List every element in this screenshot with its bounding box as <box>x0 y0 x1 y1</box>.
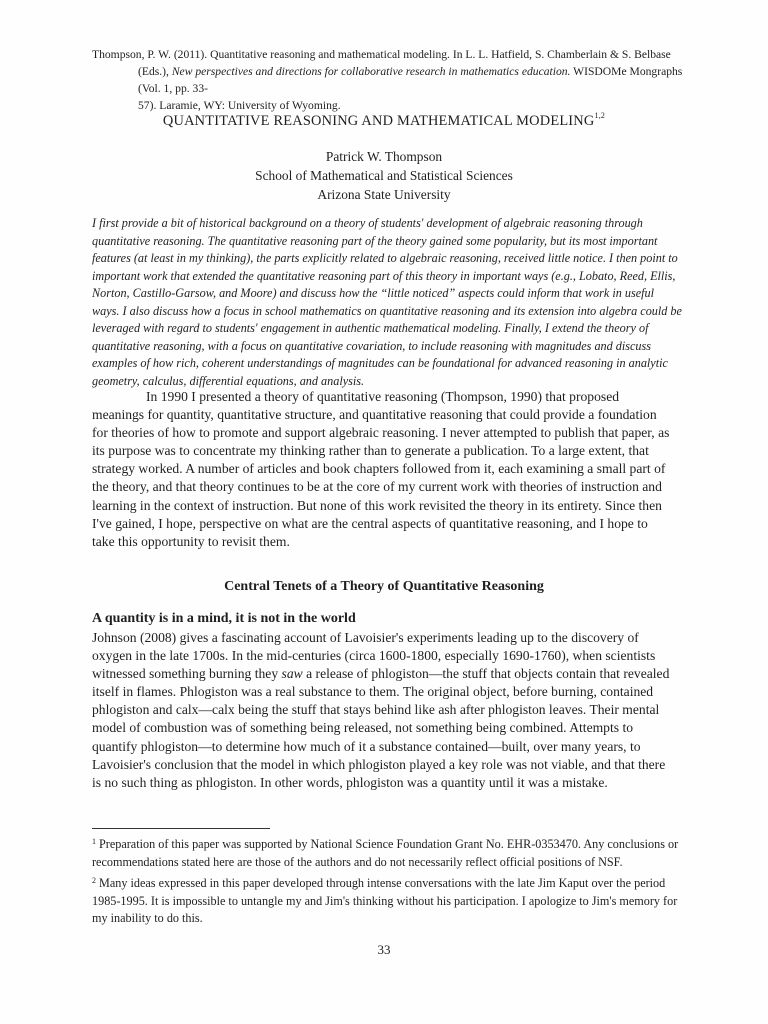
footnote-text: Many ideas expressed in this paper developed through intense conversations with the late Jim Kaput over the period 1985-1995. It is impossible to untangle my and Jim's thinking without his participation. I apologize to Jim's memory for my inability to do this. <box>92 876 678 925</box>
citation-part1: Thompson, P. W. (2011). Quantitative reasoning and mathematical modeling. In L. L. Hatfield, S. Chamberlain & S. Belbase <box>92 48 671 61</box>
footnote-divider <box>92 828 270 829</box>
abstract: I first provide a bit of historical background on a theory of students' development of algebraic reasoning through quantitative reasoning. The quantitative reasoning part of the theory gained some popularity, but its most important features (at least in my thinking), the parts explicitly related to algebraic reasoning, received little notice. I then point to important work that extended the quantitative reasoning part of this theory in important ways (e.g., Lobato, Reed, Ellis, Norton, Castillo-Garsow, and Moore) and discuss how the “little noticed” aspects could inform that work in useful ways. I also discuss how a focus in school mathematics on quantitative reasoning and its extension into algebra could be leveraged with regard to students' engagement in authentic mathematical modeling. Finally, I extend the theory of quantitative reasoning, with a focus on quantitative covariation, to include reasoning with magnitudes and discuss examples of how rich, coherent understandings of magnitudes can be foundational for advanced reasoning in analytic geometry, calculus, differential equations, and analysis. <box>92 216 682 388</box>
paragraph-phlogiston <box>92 629 672 792</box>
page-number: 33 <box>377 942 391 957</box>
author-university: Arizona State University <box>317 187 451 202</box>
paragraph-intro: In 1990 I presented a theory of quantitative reasoning (Thompson, 1990) that proposed meanings for quantity, quantitative structure, and quantitative reasoning that could provide a foundation for theories of how to promote and support algebraic reasoning. I never attempted to publish that paper, as its purpose was to concentrate my thinking rather than to generate a publication. To a large extent, that strategy worked. A number of articles and book chapters followed from it, each examining a small part of the theory, and that theory continues to be at the core of my current work with theories of instruction and learning in the context of instruction. But none of this work revisited the theory in its entirety. Since then I've gained, I hope, perspective on what are the central aspects of quantitative reasoning, and I hope to take this opportunity to revisit them. <box>92 389 670 549</box>
subsection-heading: A quantity is in a mind, it is not in the world <box>92 611 356 626</box>
footnote <box>92 833 682 871</box>
author-block <box>0 147 768 204</box>
citation-book-title: New perspectives and directions for collaborative research in mathematics education. <box>171 65 571 78</box>
paragraph-phlogiston-start: Johnson (2008) gives a fascinating account of Lavoisier's experiments leading up to the discovery of oxygen in the late 1700s. In the mid-centuries (circa 1600-1800, especially 1690-1760), when scientists witnessed something burning they <box>92 630 656 682</box>
paragraph-phlogiston-emphasis: saw <box>281 666 303 682</box>
paragraph-phlogiston-end: a release of phlogiston—the stuff that objects contain that revealed itself in flames. Phlogiston was a real substance to them. The original object, before burning, contained phlogiston and calx—calx being the stuff that stays behind like ash after phlogiston leaves. Their mental model of combustion was of something being released, not something being combined. Attempts to quantify phlogiston—to determine how much of it a substance contained—built, over many years, to Lavoisier's conclusion that the model in which phlogiston played a key role was not viable, and that there is no such thing as phlogiston. In other words, phlogiston was a quantity until it was a mistake. <box>92 666 670 790</box>
footnotes <box>92 833 682 929</box>
citation <box>92 46 692 114</box>
paper-title-text: QUANTITATIVE REASONING AND MATHEMATICAL MODELING <box>162 113 595 129</box>
paper-title <box>0 111 768 130</box>
footnote-text: Preparation of this paper was supported by National Science Foundation Grant No. EHR-0353470. Any conclusions or recommendations stated here are those of the authors and do not necessarily reflect official positions of NSF. <box>92 837 679 869</box>
citation-line2 <box>92 63 692 97</box>
footnote-mark: 2 <box>92 876 96 885</box>
citation-series: WISDOMe Mongraphs (Vol. 1, pp. 33- <box>138 65 683 95</box>
footnote-mark: 1 <box>92 837 96 846</box>
author-school: School of Mathematical and Statistical Sciences <box>255 168 513 183</box>
title-footnote-marks: 1,2 <box>594 111 606 120</box>
section-heading: Central Tenets of a Theory of Quantitative Reasoning <box>224 579 544 594</box>
citation-eds: (Eds.), <box>138 65 169 78</box>
footnote <box>92 872 682 928</box>
citation-publisher: 57). Laramie, WY: University of Wyoming. <box>138 99 341 112</box>
author-name: Patrick W. Thompson <box>325 149 443 164</box>
